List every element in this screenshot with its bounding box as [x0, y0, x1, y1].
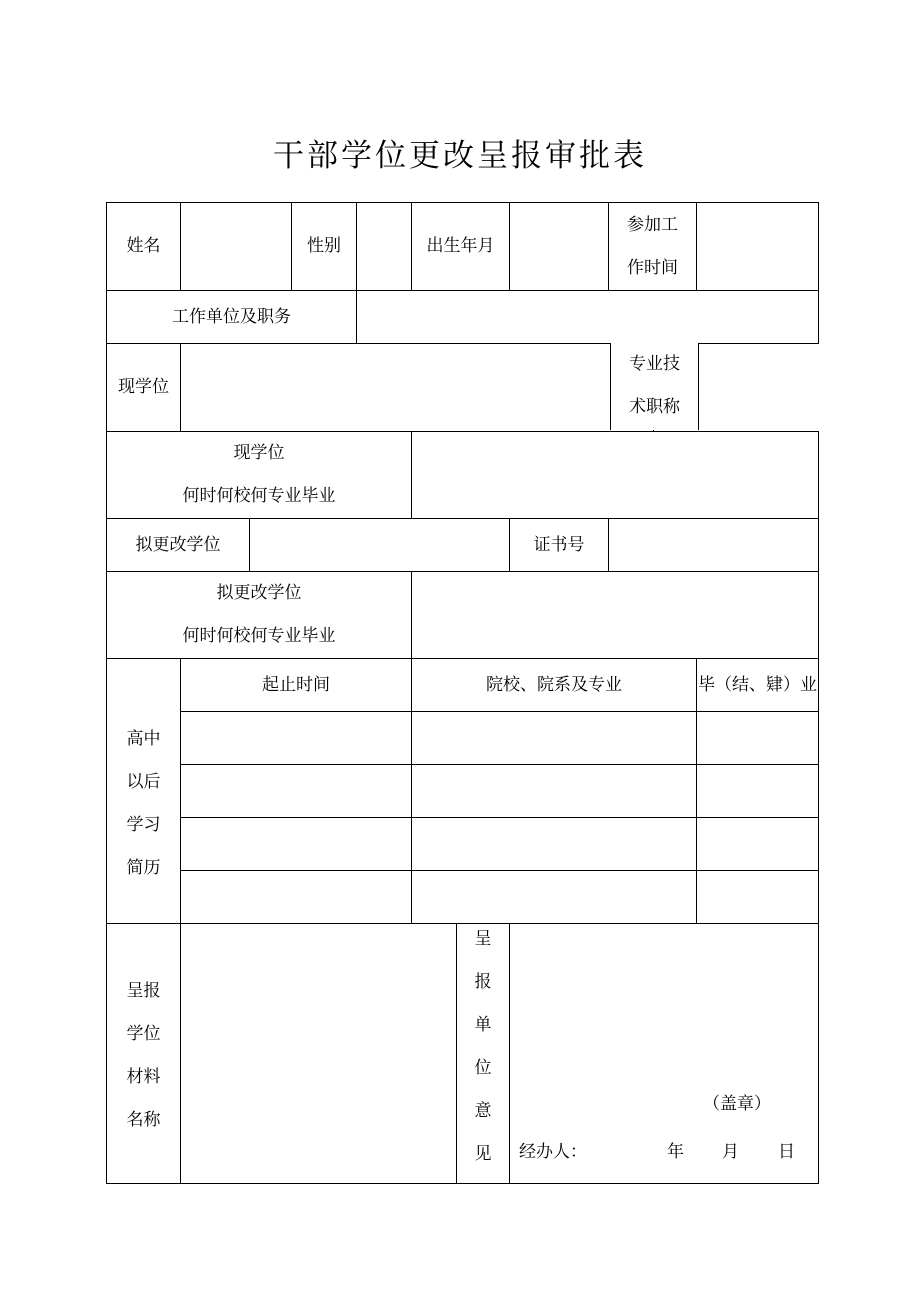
degree-label: 现学位 — [107, 344, 181, 432]
opinion-field[interactable] — [510, 924, 819, 1184]
cert-field[interactable] — [609, 519, 819, 572]
degree-field[interactable] — [181, 344, 654, 432]
handler-label: 经办人： — [519, 1142, 587, 1162]
new-degree-grad-label — [107, 572, 412, 659]
name-label: 姓名 — [107, 203, 181, 291]
day-label: 日 — [778, 1142, 795, 1162]
current-degree-grad-label — [107, 432, 412, 519]
seal-text: （盖章） — [703, 1094, 771, 1114]
history-grad-cell[interactable] — [697, 871, 819, 924]
history-school-cell[interactable] — [412, 712, 697, 765]
history-grad-cell[interactable] — [697, 818, 819, 871]
history-col-school: 院校、院系及专业 — [412, 659, 697, 712]
gender-field[interactable] — [357, 203, 412, 291]
gender-label: 性别 — [292, 203, 357, 291]
unit-label: 工作单位及职务 — [107, 291, 357, 344]
birth-label: 出生年月 — [412, 203, 510, 291]
history-school-cell[interactable] — [412, 818, 697, 871]
history-side-line1: 高中 — [126, 729, 161, 749]
work-start-label-line2: 作时间 — [627, 257, 678, 278]
name-field[interactable] — [181, 203, 292, 291]
opinion-label — [457, 924, 510, 1184]
history-side-line2: 以后 — [126, 772, 161, 792]
history-side-label — [107, 659, 181, 924]
new-degree-grad-label-line1: 拟更改学位 — [216, 583, 302, 603]
work-start-field[interactable] — [697, 203, 819, 291]
opinion-char4: 位 — [474, 1058, 492, 1078]
current-degree-grad-label-line1: 现学位 — [233, 443, 285, 463]
history-side-line4: 简历 — [126, 858, 161, 878]
materials-field[interactable] — [181, 924, 457, 1184]
work-start-label-line1: 参加工 — [627, 214, 678, 235]
opinion-char1: 呈 — [474, 929, 492, 949]
title-label-line1: 专业技 — [629, 354, 680, 374]
page-title: 干部学位更改呈报审批表 — [273, 138, 647, 174]
materials-line4: 名称 — [126, 1109, 161, 1130]
month-label: 月 — [722, 1142, 739, 1162]
history-col-time: 起止时间 — [181, 659, 412, 712]
new-degree-field[interactable] — [250, 519, 510, 572]
work-start-label — [609, 203, 697, 291]
new-degree-grad-field[interactable] — [412, 572, 819, 659]
opinion-char2: 报 — [474, 972, 492, 992]
year-label: 年 — [667, 1142, 684, 1162]
history-col-grad: 毕（结、肄）业 — [697, 659, 819, 712]
history-time-cell[interactable] — [181, 818, 412, 871]
title-label-line2: 术职称 — [629, 397, 680, 417]
history-time-cell[interactable] — [181, 871, 412, 924]
history-grad-cell[interactable] — [697, 765, 819, 818]
history-school-cell[interactable] — [412, 871, 697, 924]
materials-line1: 呈报 — [126, 980, 161, 1001]
birth-field[interactable] — [510, 203, 609, 291]
new-degree-grad-label-line2: 何时何校何专业毕业 — [182, 626, 336, 646]
history-school-cell[interactable] — [412, 765, 697, 818]
opinion-char5: 意 — [474, 1101, 492, 1121]
materials-line3: 材料 — [126, 1066, 161, 1087]
current-degree-grad-field[interactable] — [412, 432, 819, 519]
current-degree-grad-label-line2: 何时何校何专业毕业 — [182, 486, 336, 506]
materials-label — [107, 924, 181, 1184]
history-time-cell[interactable] — [181, 765, 412, 818]
materials-line2: 学位 — [126, 1023, 161, 1044]
opinion-char6: 见 — [474, 1144, 492, 1164]
unit-field[interactable] — [357, 291, 819, 344]
history-side-line3: 学习 — [126, 815, 161, 835]
history-time-cell[interactable] — [181, 712, 412, 765]
title-label-cell — [610, 343, 699, 430]
approval-form-table — [106, 202, 819, 1184]
history-grad-cell[interactable] — [697, 712, 819, 765]
opinion-char3: 单 — [474, 1015, 492, 1035]
new-degree-label: 拟更改学位 — [107, 519, 250, 572]
cert-label: 证书号 — [510, 519, 609, 572]
